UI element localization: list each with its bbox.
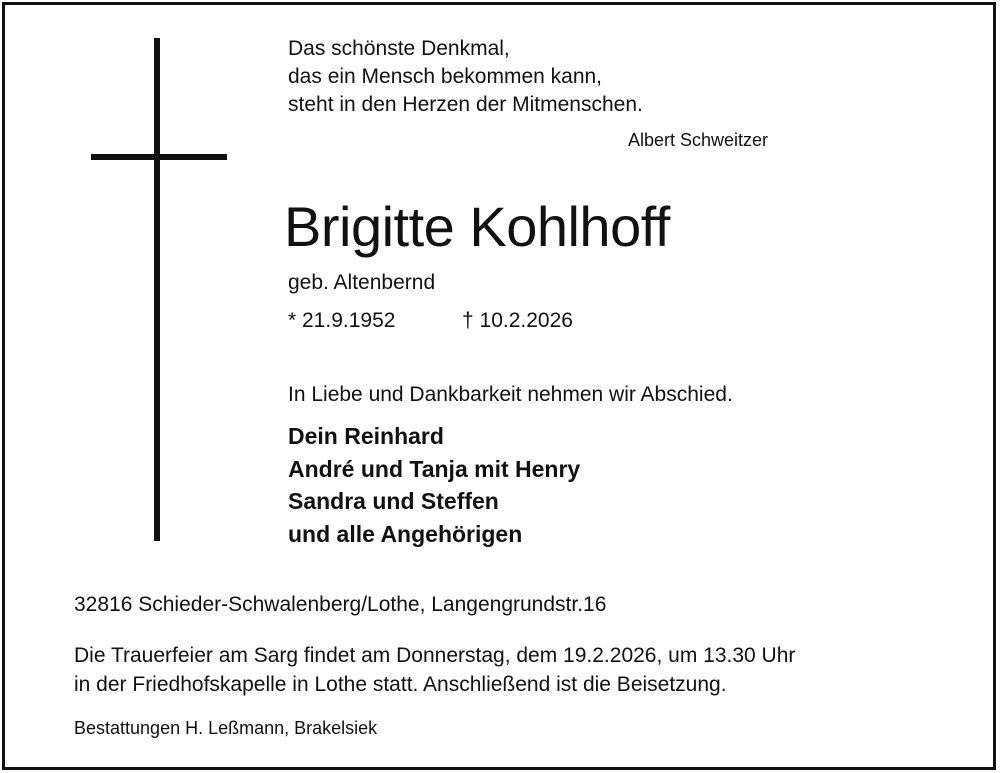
quote bbox=[288, 35, 643, 119]
farewell-text: In Liebe und Dankbarkeit nehmen wir Abschied. bbox=[288, 383, 733, 406]
address: 32816 Schieder-Schwalenberg/Lothe, Langengrundstr.16 bbox=[74, 593, 607, 616]
birth-date: * 21.9.1952 bbox=[288, 309, 396, 332]
mourner: Sandra und Steffen bbox=[288, 488, 499, 514]
quote-author: Albert Schweitzer bbox=[628, 130, 769, 150]
maiden-name: geb. Altenbernd bbox=[288, 271, 436, 294]
quote-line: steht in den Herzen der Mitmenschen. bbox=[288, 93, 643, 116]
cross-horizontal-bar bbox=[91, 154, 227, 160]
mourners-list bbox=[288, 420, 580, 550]
service-info bbox=[74, 641, 795, 699]
mourner: André und Tanja mit Henry bbox=[288, 455, 581, 482]
mourner: Dein Reinhard bbox=[288, 423, 444, 449]
quote-line: Das schönste Denkmal, bbox=[288, 37, 510, 60]
deceased-name: Brigitte Kohlhoff bbox=[284, 195, 670, 258]
quote-line: das ein Mensch bekommen kann, bbox=[288, 65, 603, 88]
death-date: † 10.2.2026 bbox=[462, 309, 573, 332]
service-line: in der Friedhofskapelle in Lothe statt. Anschließend ist die Beisetzung. bbox=[74, 673, 727, 696]
cross-vertical-bar bbox=[154, 38, 160, 541]
mourner: und alle Angehörigen bbox=[288, 520, 523, 547]
service-line: Die Trauerfeier am Sarg findet am Donnerstag, dem 19.2.2026, um 13.30 Uhr bbox=[74, 644, 796, 667]
undertaker: Bestattungen H. Leßmann, Brakelsiek bbox=[74, 718, 378, 738]
